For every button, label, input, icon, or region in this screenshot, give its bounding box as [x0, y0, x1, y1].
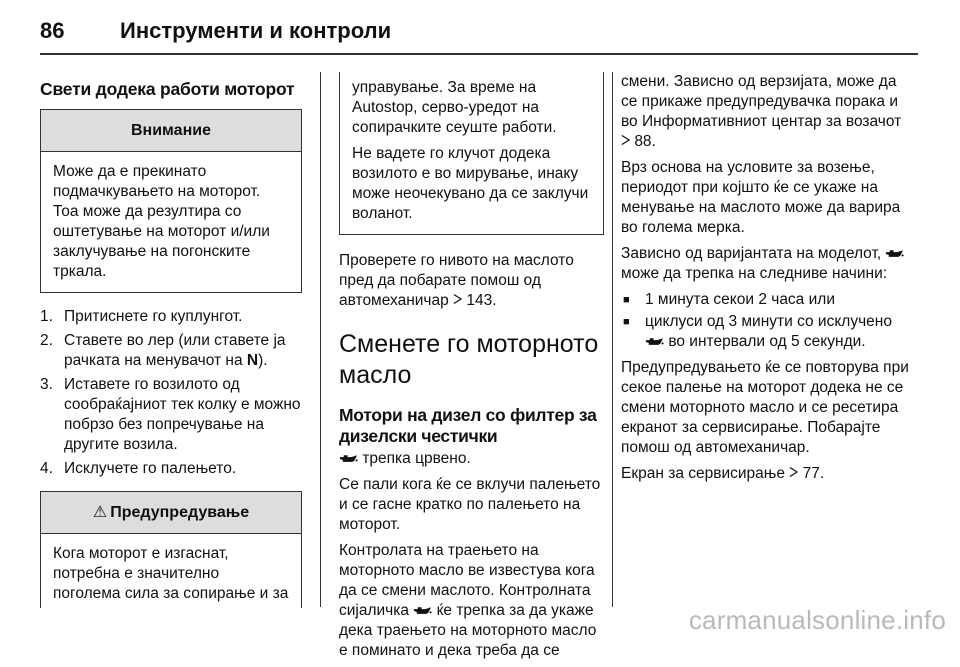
list-item: 1. Притиснете го куплунгот. [40, 308, 243, 325]
paragraph: Врз основа на условите за возење, периодот при којшто ќе се укаже на менување на маслото може да варира во голема мерка. [621, 159, 901, 236]
page-header [40, 0, 918, 58]
oil-can-icon [339, 454, 358, 464]
list-item: 3. Иставете го возилото од сообраќајниот тек колку е можно побрзо без попречување на другите возила. [40, 376, 301, 453]
header-divider [40, 53, 918, 55]
column-divider-1 [320, 72, 321, 607]
warning-title: Предупредување [110, 504, 250, 521]
list-item: 4. Исклучете го палењето. [40, 460, 237, 477]
warning-text-cont: управување. За време на Autostop, серво-уредот на сопирачките сеуште работи. [352, 79, 557, 136]
oil-can-icon [645, 337, 664, 347]
paragraph: Екран за сервисирање 77. [621, 465, 825, 482]
warning-box-continued [339, 72, 604, 235]
warning-box [40, 491, 302, 608]
caution-text: Може да е прекинато подмачкувањето на моторот. Тоа може да резултира со оштетување на моторот и/или заклучување на погонските тркала. [53, 163, 270, 280]
column-2 [339, 72, 604, 667]
paragraph: Предупредувањето ќе се повторува при секое палење на моторот додека не се смени моторното масло и се ресетира екранот за сервисирање. Побарајте помош од автомеханичар. [621, 359, 909, 456]
oil-can-icon [885, 249, 904, 259]
page-reference-icon [453, 293, 462, 305]
page-reference-icon [621, 134, 630, 146]
bullet-square-icon: ■ [623, 316, 630, 328]
list-item: ■ циклуси од 3 минути со исклучено во интервали од 5 секунди. [623, 313, 892, 350]
section-title: Свети додека работи моторот [40, 79, 295, 99]
paragraph: Се пали кога ќе се вклучи палењето и се гасне кратко по палењето на моторот. [339, 476, 601, 533]
page-reference[interactable]: 77. [802, 465, 825, 482]
column-1 [40, 72, 302, 608]
caution-box [40, 109, 302, 293]
page-title: Инструменти и контроли [120, 18, 392, 43]
page-reference[interactable]: 143. [466, 292, 497, 309]
indicator-paragraph: трепка црвено. [339, 449, 604, 469]
warning-triangle-icon: ⚠ [92, 504, 108, 521]
bullet-list [621, 290, 911, 352]
warning-title-bar [41, 492, 301, 534]
column-divider-2 [612, 72, 613, 607]
page-reference-icon [789, 466, 798, 478]
section-heading: Сменете го моторното масло [339, 330, 599, 389]
warning-text: Кога моторот е изгаснат, потребна е значително поголема сила за сопирање и за [53, 545, 289, 602]
oil-can-icon [413, 606, 432, 616]
paragraph: Зависно од варијантата на моделот, може да трепка на следниве начини: [621, 244, 911, 284]
paragraph: смени. Зависно од верзијата, може да се прикаже предупредувачка порака и во Информативниот центар за возачот 88. [621, 73, 902, 150]
caution-title: Внимание [41, 110, 301, 152]
watermark: carmanualsonline.info [688, 605, 946, 635]
column-3 [621, 72, 911, 490]
list-item: 2. Ставете во лер (или ставете ја рачката на менувачот на N). [40, 332, 286, 369]
check-level-paragraph: Проверете го нивото на маслото пред да побарате помош од автомеханичар 143. [339, 252, 574, 309]
page-number: 86 [40, 18, 65, 43]
subheading: Мотори на дизел со филтер за дизелски честички [339, 405, 597, 446]
warning-text-cont: Не вадете го клучот додека возилото е во мирување, инаку може неочекувано да се заклучи воланот. [352, 145, 589, 222]
paragraph: Контролата на траењето на моторното масло ве известува кога да се смени маслото. Контролната сијаличка ќе трепка за да укаже дека траењето на моторното масло е поминато и дека треба да се [339, 542, 597, 659]
steps-list [40, 307, 302, 479]
bullet-square-icon: ■ [623, 294, 630, 306]
page-reference[interactable]: 88. [634, 133, 656, 150]
list-item: ■ 1 минута секои 2 часа или [623, 291, 835, 308]
